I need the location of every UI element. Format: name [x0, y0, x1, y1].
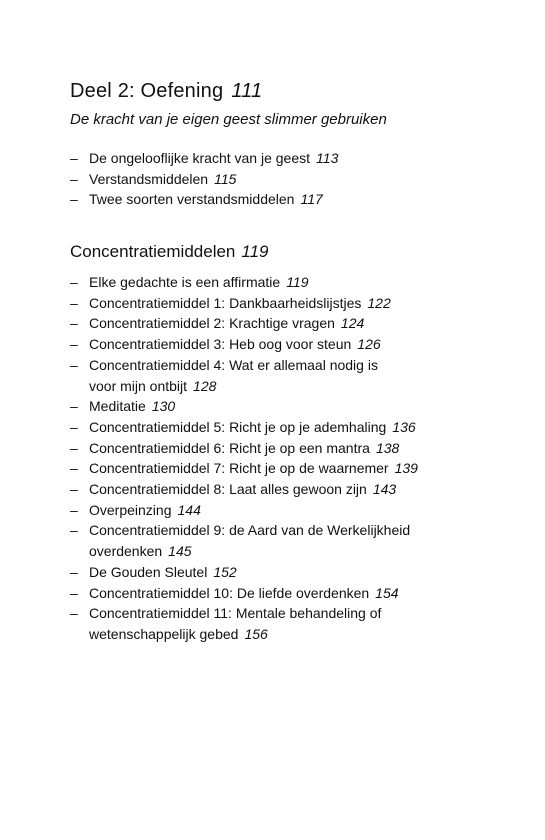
toc-entry-title: Concentratiemiddel 7: Richt je op de waarnemer	[89, 460, 389, 477]
dash-marker: –	[70, 191, 78, 208]
toc-entry-title-continued: overdenken	[89, 543, 163, 560]
toc-entry-page: 113	[316, 150, 339, 166]
toc-entry-text	[89, 355, 378, 396]
dash-marker: –	[70, 605, 78, 622]
toc-entry-text	[89, 562, 237, 583]
toc-entry-title: Concentratiemiddel 10: De liefde overdenken	[89, 584, 370, 601]
toc-entry-continuation	[89, 376, 378, 397]
toc-entry-text	[89, 334, 381, 355]
toc-entry-title: Concentratiemiddel 3: Heb oog voor steun	[89, 336, 352, 353]
toc-entry	[70, 334, 418, 355]
toc-entry	[70, 355, 418, 396]
toc-entry-page: 122	[367, 294, 391, 311]
toc-entry	[70, 313, 418, 334]
dash-marker: –	[70, 336, 78, 353]
toc-entry-title: Elke gedachte is een affirmatie	[89, 274, 281, 290]
toc-entry-title: Concentratiemiddel 8: Laat alles gewoon zijn	[89, 481, 367, 498]
toc-entry	[70, 603, 418, 644]
toc-entry	[70, 169, 338, 190]
toc-entry-title: Twee soorten verstandsmiddelen	[89, 191, 295, 208]
toc-entry	[70, 148, 338, 169]
toc-entry-page: 145	[168, 543, 192, 560]
toc-entry	[70, 417, 418, 438]
toc-entry-page: 126	[357, 336, 381, 353]
part-contents-list	[70, 148, 338, 210]
toc-entry-title-continued: voor mijn ontbijt	[89, 377, 188, 394]
part-heading	[70, 80, 262, 103]
dash-marker: –	[70, 584, 78, 601]
toc-entry-title: Concentratiemiddel 1: Dankbaarheidslijstjes	[89, 294, 362, 311]
toc-entry-page: 128	[193, 377, 217, 394]
toc-entry	[70, 396, 418, 417]
section-title: Concentratiemiddelen	[70, 242, 236, 261]
toc-entry-title: Verstandsmiddelen	[89, 170, 209, 187]
toc-entry-text	[89, 313, 364, 334]
dash-marker: –	[70, 418, 78, 435]
toc-entry-title: Concentratiemiddel 11: Mentale behandeling of	[89, 605, 382, 622]
toc-entry-text	[89, 479, 396, 500]
dash-marker: –	[70, 460, 78, 477]
dash-marker: –	[70, 274, 78, 290]
toc-entry-title: Concentratiemiddel 2: Krachtige vragen	[89, 315, 335, 332]
toc-entry-text	[89, 438, 399, 459]
toc-entry-page: 139	[394, 460, 418, 477]
toc-entry-page: 130	[151, 398, 176, 415]
toc-entry	[70, 583, 418, 604]
toc-entry-page: 124	[340, 315, 365, 332]
toc-entry-title: Concentratiemiddel 5: Richt je op je ademhaling	[89, 418, 387, 435]
dash-marker: –	[70, 563, 78, 580]
toc-entry-title: Concentratiemiddel 6: Richt je op een mantra	[89, 439, 370, 456]
toc-entry-text	[89, 520, 410, 561]
dash-marker: –	[70, 150, 78, 166]
toc-entry-page: 117	[300, 191, 323, 208]
dash-marker: –	[70, 356, 78, 373]
part-title: Deel 2: Oefening	[70, 80, 224, 102]
dash-marker: –	[70, 501, 78, 518]
toc-entry-text	[89, 272, 309, 293]
toc-entry-text	[89, 189, 323, 210]
toc-entry-text	[89, 148, 338, 169]
dash-marker: –	[70, 170, 78, 187]
toc-entry-text	[89, 169, 236, 190]
toc-entry-text	[89, 603, 381, 644]
toc-entry-title-continued: wetenschappelijk gebed	[89, 625, 239, 642]
dash-marker: –	[70, 522, 78, 539]
dash-marker: –	[70, 481, 78, 498]
toc-entry-title: De Gouden Sleutel	[89, 563, 208, 580]
dash-marker: –	[70, 439, 78, 456]
toc-entry-text	[89, 500, 201, 521]
toc-entry-title: Concentratiemiddel 9: de Aard van de Werkelijkheid	[89, 522, 411, 539]
part-subtitle: De kracht van je eigen geest slimmer gebruiken	[70, 111, 387, 128]
section-heading	[70, 242, 269, 262]
toc-entry-page: 138	[375, 439, 400, 456]
toc-entry	[70, 293, 418, 314]
toc-entry	[70, 458, 418, 479]
toc-entry-page: 136	[392, 418, 416, 435]
toc-entry-title: De ongelooflijke kracht van je geest	[89, 150, 311, 166]
toc-entry-page: 119	[286, 274, 309, 290]
toc-entry-text	[89, 293, 391, 314]
toc-entry-text	[89, 396, 175, 417]
toc-entry-title: Concentratiemiddel 4: Wat er allemaal nodig is	[89, 356, 378, 373]
toc-entry-text	[89, 458, 418, 479]
toc-entry-page: 143	[372, 481, 397, 498]
toc-entry	[70, 479, 418, 500]
part-page-number: 111	[231, 80, 263, 102]
toc-entry	[70, 520, 418, 561]
toc-entry-page: 115	[214, 170, 237, 187]
toc-entry	[70, 272, 418, 293]
toc-entry-text	[89, 583, 399, 604]
section-page-number: 119	[241, 242, 269, 261]
toc-entry-page: 144	[177, 501, 201, 518]
toc-entry	[70, 438, 418, 459]
toc-entry-text	[89, 417, 416, 438]
toc-entry-continuation	[89, 541, 410, 562]
dash-marker: –	[70, 398, 78, 415]
toc-entry-page: 154	[375, 584, 399, 601]
toc-entry-page: 152	[213, 563, 237, 580]
toc-entry	[70, 189, 338, 210]
section-contents-list	[70, 272, 418, 645]
dash-marker: –	[70, 315, 78, 332]
toc-entry-title: Meditatie	[89, 398, 146, 415]
toc-entry	[70, 562, 418, 583]
toc-entry-continuation	[89, 624, 381, 645]
toc-entry-page: 156	[244, 625, 268, 642]
toc-entry	[70, 500, 418, 521]
dash-marker: –	[70, 294, 78, 311]
toc-entry-title: Overpeinzing	[89, 501, 172, 518]
